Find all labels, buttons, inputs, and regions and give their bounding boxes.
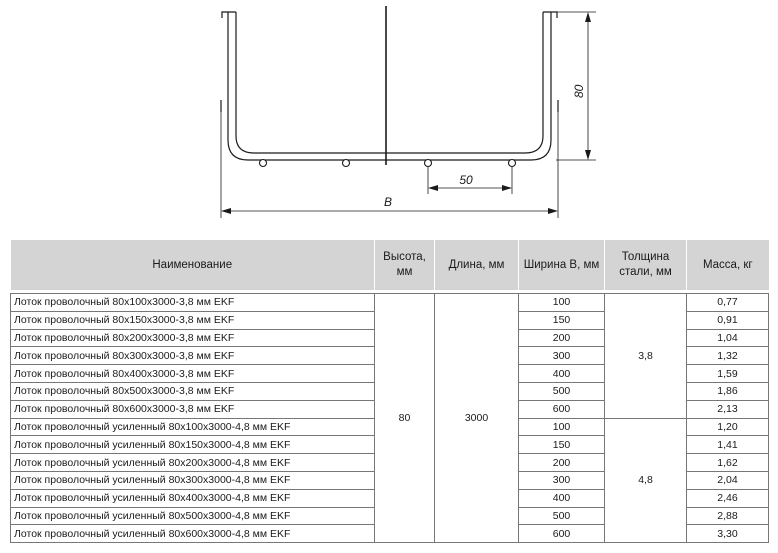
dim-width-label: B [383, 195, 393, 209]
mass-cell: 2,46 [687, 489, 769, 507]
width-cell: 500 [519, 382, 605, 400]
mass-cell: 2,88 [687, 507, 769, 525]
width-cell: 500 [519, 507, 605, 525]
col-header-width: Ширина B, мм [519, 240, 605, 290]
product-name-cell: Лоток проволочный 80x500x3000-3,8 мм EKF [11, 382, 375, 400]
tray-left-wall [228, 12, 420, 160]
width-cell: 300 [519, 471, 605, 489]
width-cell: 100 [519, 418, 605, 436]
width-cell: 150 [519, 436, 605, 454]
mass-cell: 1,62 [687, 454, 769, 472]
tray-cross-section-drawing [0, 0, 778, 235]
product-name-cell: Лоток проволочный усиленный 80x400x3000-4,8 мм EKF [11, 489, 375, 507]
col-header-height: Высота, мм [375, 240, 435, 290]
thickness-cell: 3,8 [605, 294, 687, 419]
spec-table [10, 240, 769, 543]
mass-cell: 2,13 [687, 400, 769, 418]
mass-cell: 2,04 [687, 471, 769, 489]
width-cell: 400 [519, 489, 605, 507]
thickness-cell: 4,8 [605, 418, 687, 543]
cross-wire [425, 160, 432, 167]
product-name-cell: Лоток проволочный усиленный 80x100x3000-4,8 мм EKF [11, 418, 375, 436]
table-row [11, 294, 769, 312]
width-cell: 600 [519, 525, 605, 543]
mass-cell: 1,41 [687, 436, 769, 454]
product-name-cell: Лоток проволочный 80x600x3000-3,8 мм EKF [11, 400, 375, 418]
mass-cell: 1,32 [687, 347, 769, 365]
width-cell: 200 [519, 329, 605, 347]
width-cell: 100 [519, 294, 605, 312]
product-name-cell: Лоток проволочный усиленный 80x300x3000-4,8 мм EKF [11, 471, 375, 489]
product-name-cell: Лоток проволочный 80x150x3000-3,8 мм EKF [11, 311, 375, 329]
mass-cell: 1,59 [687, 365, 769, 383]
mass-cell: 1,86 [687, 382, 769, 400]
product-name-cell: Лоток проволочный усиленный 80x600x3000-4,8 мм EKF [11, 525, 375, 543]
width-cell: 150 [519, 311, 605, 329]
cross-wire [260, 160, 267, 167]
tray-right-wall [420, 12, 551, 160]
product-name-cell: Лоток проволочный усиленный 80x500x3000-4,8 мм EKF [11, 507, 375, 525]
product-name-cell: Лоток проволочный 80x100x3000-3,8 мм EKF [11, 294, 375, 312]
table-header-row [11, 240, 769, 290]
product-name-cell: Лоток проволочный 80x200x3000-3,8 мм EKF [11, 329, 375, 347]
mass-cell: 0,91 [687, 311, 769, 329]
mass-cell: 0,77 [687, 294, 769, 312]
table-body [11, 294, 769, 543]
length-cell: 3000 [435, 294, 519, 543]
product-name-cell: Лоток проволочный усиленный 80x150x3000-4,8 мм EKF [11, 436, 375, 454]
cross-wire [509, 160, 516, 167]
col-header-mass: Масса, кг [687, 240, 769, 290]
width-cell: 300 [519, 347, 605, 365]
width-cell: 200 [519, 454, 605, 472]
cross-wire [343, 160, 350, 167]
product-name-cell: Лоток проволочный 80x400x3000-3,8 мм EKF [11, 365, 375, 383]
mass-cell: 1,20 [687, 418, 769, 436]
col-header-length: Длина, мм [435, 240, 519, 290]
width-cell: 600 [519, 400, 605, 418]
width-cell: 400 [519, 365, 605, 383]
mass-cell: 1,04 [687, 329, 769, 347]
mass-cell: 3,30 [687, 525, 769, 543]
col-header-name: Наименование [11, 240, 375, 290]
height-cell: 80 [375, 294, 435, 543]
product-name-cell: Лоток проволочный усиленный 80x200x3000-4,8 мм EKF [11, 454, 375, 472]
dim-pitch-label: 50 [459, 173, 473, 187]
col-header-thickness: Толщина стали, мм [605, 240, 687, 290]
product-name-cell: Лоток проволочный 80x300x3000-3,8 мм EKF [11, 347, 375, 365]
dim-height-label: 80 [572, 84, 586, 98]
